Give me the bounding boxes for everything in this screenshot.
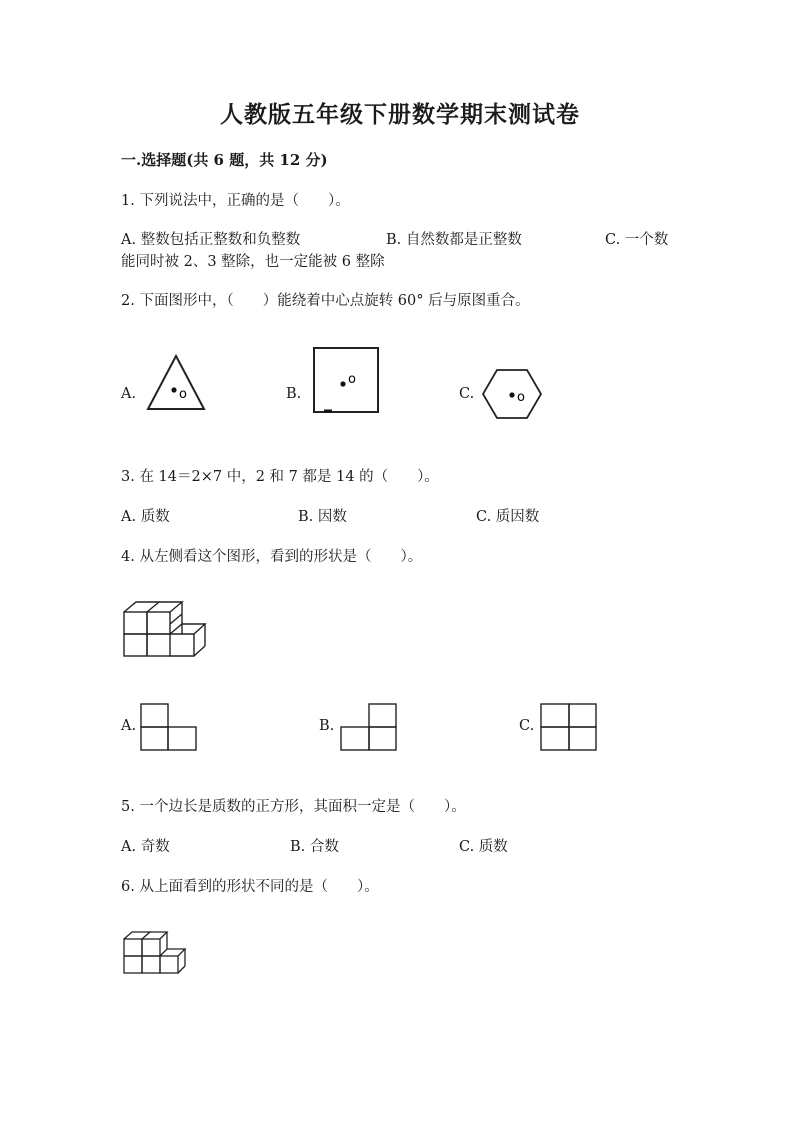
q3-option-c: C. 质因数 <box>476 509 540 525</box>
question-3: 3. 在 14＝2×7 中，2 和 7 都是 14 的（ ）。 <box>121 469 439 485</box>
triangle-outline <box>148 356 204 409</box>
cube-stack-lines <box>124 602 205 656</box>
triangle-figure <box>146 354 210 412</box>
q2-option-b-label: B. <box>286 386 302 402</box>
square-figure <box>312 346 382 416</box>
q4-option-c-figure <box>540 703 600 753</box>
section-heading: 一.选择题(共 6 题，共 12 分) <box>121 151 328 169</box>
question-5: 5. 一个边长是质数的正方形，其面积一定是（ ）。 <box>121 799 466 815</box>
triangle-mark: o <box>179 387 187 402</box>
cube-stack-figure <box>122 600 210 662</box>
q4-option-b-figure <box>340 703 400 753</box>
page-title: 人教版五年级下册数学期末测试卷 <box>220 101 580 128</box>
center-dot <box>171 387 176 392</box>
q1-option-c-continuation: 能同时被 2、3 整除，也一定能被 6 整除 <box>121 254 385 270</box>
q5-option-a: A. 奇数 <box>121 839 170 855</box>
hexagon-mark: o <box>517 390 525 405</box>
question-2: 2. 下面图形中，（ ）能绕着中心点旋转 60° 后与原图重合。 <box>121 293 530 309</box>
q3-option-b: B. 因数 <box>298 509 347 525</box>
hexagon-figure <box>482 368 544 420</box>
question-6: 6. 从上面看到的形状不同的是（ ）。 <box>121 879 379 895</box>
q4-option-b-label: B. <box>319 718 335 734</box>
q2-option-c-label: C. <box>459 386 475 402</box>
q4-option-a-figure <box>140 703 200 753</box>
q5-option-c: C. 质数 <box>459 839 508 855</box>
q1-option-c: C. 一个数 <box>605 232 669 248</box>
square-mark: o <box>348 372 356 387</box>
question-4: 4. 从左侧看这个图形，看到的形状是（ ）。 <box>121 549 423 565</box>
q5-option-b: B. 合数 <box>290 839 339 855</box>
q4-option-a-label: A. <box>121 718 137 734</box>
square-outline <box>314 348 378 412</box>
center-dot <box>340 381 345 386</box>
q3-option-a: A. 质数 <box>121 509 170 525</box>
q1-option-a: A. 整数包括正整数和负整数 <box>121 232 301 248</box>
q1-option-b: B. 自然数都是正整数 <box>386 232 522 248</box>
q6-cube-figure <box>122 929 188 977</box>
q4-option-c-label: C. <box>519 718 535 734</box>
question-1: 1. 下列说法中，正确的是（ ）。 <box>121 193 350 209</box>
q2-option-a-label: A. <box>121 386 137 402</box>
center-dot <box>509 392 514 397</box>
